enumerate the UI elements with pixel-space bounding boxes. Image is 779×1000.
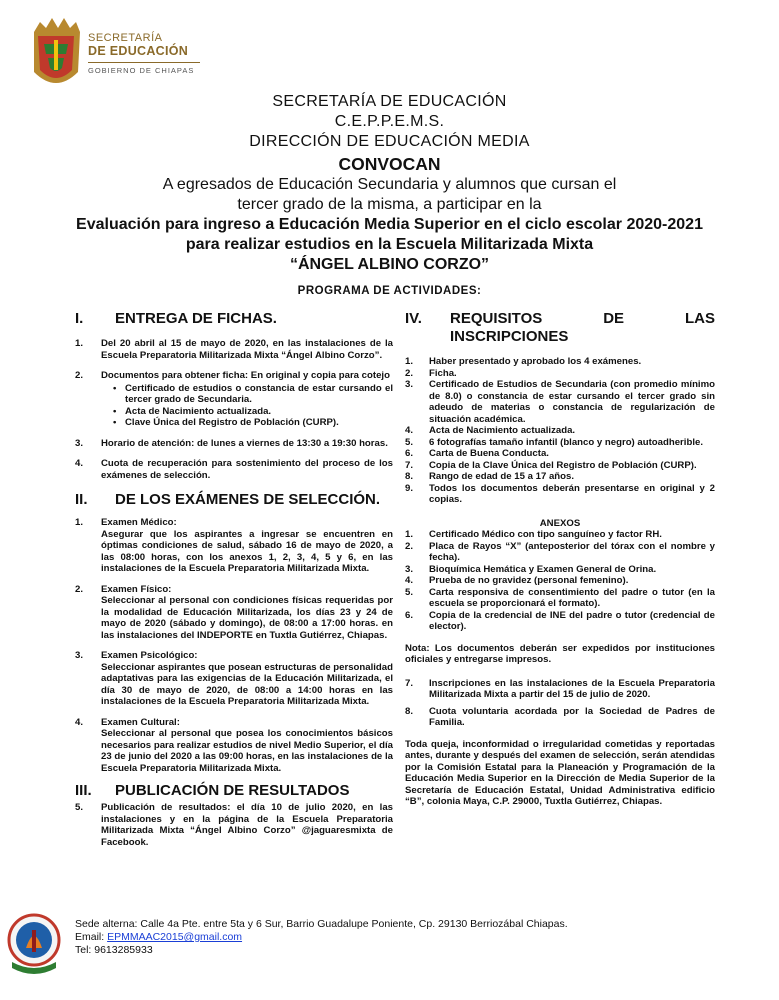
inscription-item: [405, 706, 715, 729]
left-column: [75, 310, 393, 848]
item-number: 2.: [75, 370, 84, 381]
item-text: Horario de atención: de lunes a viernes de 13:30 a 19:30 horas.: [101, 437, 388, 449]
header-line-3: DIRECCIÓN DE EDUCACIÓN MEDIA: [249, 133, 530, 150]
item-text: Documentos para obtener ficha: En original y copia para cotejo: [101, 370, 390, 381]
right-column: [405, 310, 715, 808]
item-text: Del 20 abril al 15 de mayo de 2020, en las instalaciones de la Escuela Preparatoria Militarizada Mixta “Ángel Albino Corzo”.: [101, 338, 393, 361]
item-text: Carta responsiva de consentimiento del padre o tutor (en la escuela se proporcionará el formato).: [429, 586, 715, 609]
item-text: Certificado de Estudios de Secundaria (con promedio mínimo de 8.0) o constancia de estar cursando el tercer grado sin adeudo de materias o constancia de regularización de situación académica.: [429, 379, 715, 425]
item-text: Certificado Médico con tipo sanguíneo y factor RH.: [429, 529, 662, 540]
requirement-item: [405, 379, 715, 425]
bullet-text: Certificado de estudios o constancia de estar cursando el tercer grado de Secundaria.: [125, 382, 393, 405]
bullet-item: [113, 406, 393, 418]
item-number: 8.: [405, 705, 414, 717]
item-text: Cuota de recuperación para sostenimiento del proceso de los exámenes de selección.: [101, 458, 393, 481]
inscription-item: [405, 678, 715, 701]
exam-label: Examen Médico:: [101, 517, 177, 528]
item-number: 4.: [405, 575, 414, 586]
anexo-item: [405, 610, 715, 633]
item-number: 4.: [75, 458, 84, 469]
exam-label: Examen Psicológico:: [101, 650, 198, 661]
document-bullets: [101, 383, 393, 429]
logo-line-3: GOBIERNO DE CHIAPAS: [88, 62, 200, 77]
item-number: 4.: [75, 716, 84, 728]
section-number: IV.: [405, 310, 422, 327]
requirement-item: [405, 471, 715, 483]
evaluation-line-1: Evaluación para ingreso a Educación Media Superior en el ciclo escolar 2020-2021: [76, 216, 703, 233]
footer-phone: Tel: 9613285933: [75, 944, 153, 956]
item-text: Bioquímica Hemática y Examen General de Orina.: [429, 563, 657, 575]
exam-label: Examen Cultural:: [101, 716, 180, 728]
requirement-item: [405, 368, 715, 380]
school-name: “ÁNGEL ALBINO CORZO”: [289, 256, 490, 273]
anexo-item: [405, 575, 715, 587]
nota-text: Nota: Los documentos deberán ser expedidos por instituciones oficiales y entregarse impresos.: [405, 642, 715, 665]
list-item: [75, 338, 393, 361]
section-title-word: LAS: [685, 310, 715, 327]
email-label: Email:: [75, 931, 108, 943]
requirement-item: [405, 448, 715, 460]
item-text: Copia de la credencial de INE del padre o tutor (credencial de elector).: [429, 609, 715, 632]
bullet-item: [113, 417, 393, 429]
item-number: 6.: [405, 448, 414, 459]
requirement-item: [405, 437, 715, 449]
anexos-list: [405, 529, 715, 633]
item-text: Carta de Buena Conducta.: [429, 448, 549, 459]
email-link[interactable]: EPMMAAC2015@gmail.com: [107, 931, 243, 943]
item-text: Ficha.: [429, 367, 457, 379]
bullet-text: Clave Única del Registro de Población (CURP).: [125, 417, 339, 428]
item-number: 2.: [75, 583, 84, 595]
item-number: 5.: [405, 586, 414, 598]
convocan-title: CONVOCAN: [338, 154, 441, 174]
intro-line-2: tercer grado de la misma, a participar en la: [237, 196, 542, 213]
item-number: 3.: [75, 650, 84, 661]
section-title-text: ENTREGA DE FICHAS.: [115, 310, 277, 327]
header-line-1: SECRETARÍA DE EDUCACIÓN: [272, 93, 507, 110]
footer-address: Sede alterna: Calle 4a Pte. entre 5ta y 6 Sur, Barrio Guadalupe Poniente, Cp. 29130 Berriozábal Chiapas.: [75, 918, 568, 930]
exam-item: [75, 517, 393, 575]
item-number: 3.: [75, 437, 84, 449]
section-title-text: DE LOS EXÁMENES DE SELECCIÓN.: [115, 491, 381, 508]
item-number: 7.: [405, 677, 414, 689]
item-number: 7.: [405, 459, 414, 471]
chiapas-shield-icon: [30, 14, 82, 92]
item-text: Copia de la Clave Única del Registro de Población (CURP).: [429, 459, 697, 471]
bullet-icon: •: [113, 382, 117, 394]
requirement-item: [405, 425, 715, 437]
document-header: [0, 92, 779, 297]
item-number: 4.: [405, 425, 414, 436]
bullet-item: [113, 383, 393, 406]
item-text: Haber presentado y aprobado los 4 exámenes.: [429, 356, 642, 367]
item-number: 1.: [405, 356, 414, 367]
section-title-word: INSCRIPCIONES: [450, 328, 569, 345]
section-3-title: [75, 782, 393, 800]
list-item: [75, 438, 393, 450]
anexo-item: [405, 564, 715, 576]
item-number: 5.: [405, 436, 414, 448]
school-emblem-icon: [6, 910, 62, 980]
section-number: II.: [75, 491, 88, 508]
item-text: Inscripciones en las instalaciones de la Escuela Preparatoria Militarizada Mixta a partir del 15 de julio de 2020.: [429, 677, 715, 700]
section-number: I.: [75, 310, 84, 327]
inscription-list: [405, 678, 715, 729]
section-4-title: [405, 310, 715, 346]
item-text: Rango de edad de 15 a 17 años.: [429, 471, 575, 482]
exam-text: Seleccionar aspirantes que posean estructuras de personalidad adaptativas para las exigencias de la Educación Militarizada, el día 30 de mayo de 2020, de 08:00 a 14:00 horas en las instalaciones de la Escuela Preparatoria Militarizada Mixta.: [101, 661, 393, 707]
item-number: 6.: [405, 609, 414, 621]
item-number: 1.: [75, 517, 84, 528]
exam-text: Asegurar que los aspirantes a ingresar se encuentren en óptimas condiciones de salud, sábado 16 de mayo de 2020, a las 08:00 horas, con los anexos 1, 2, 3, 4, 5 y 6, en las instalaciones de la Escuela Preparatoria Militarizada Mixta.: [101, 528, 393, 574]
item-number: 2.: [405, 367, 414, 379]
anexo-item: [405, 587, 715, 610]
requirement-item: [405, 356, 715, 368]
item-number: 9.: [405, 482, 414, 494]
list-item: [75, 458, 393, 481]
bullet-text: Acta de Nacimiento actualizada.: [125, 405, 272, 417]
exam-text: Seleccionar al personal que posea los conocimientos básicos necesarios para realizar estudios de nivel Medio Superior, el día 23 de junio del 2020 a las 09:00 horas, en las instalaciones de la Escuela Preparatoria Militarizada Mixta.: [101, 728, 393, 774]
item-number: 3.: [405, 379, 414, 390]
exam-item: [75, 584, 393, 642]
secretaria-logo: [30, 14, 230, 94]
exam-label: Examen Físico:: [101, 583, 172, 595]
item-number: 1.: [405, 529, 414, 540]
requirement-item: [405, 460, 715, 472]
section-number: III.: [75, 782, 92, 799]
evaluation-line-2: para realizar estudios en la Escuela Militarizada Mixta: [185, 236, 594, 253]
section-2-title: [75, 491, 393, 509]
item-text: Publicación de resultados: el día 10 de julio 2020, en las instalaciones y en la página de la Escuela Preparatoria Militarizada Mixta “Ángel Albino Corzo” @jaguaresmixta de Facebook.: [101, 802, 393, 848]
footer: [75, 918, 568, 957]
item-text: Prueba de no gravidez (personal femenino).: [429, 575, 629, 586]
item-number: 5.: [75, 802, 84, 813]
list-item: [75, 802, 393, 848]
item-text: Cuota voluntaria acordada por la Sociedad de Padres de Familia.: [429, 705, 715, 728]
item-number: 1.: [75, 338, 84, 349]
exam-text: Seleccionar al personal con condiciones físicas requeridas por la modalidad de Educación Militarizada, los días 23 y 24 de mayo de 2020 (sábado y domingo), de 08:00 a 17:00 horas. en las instalaciones del INDEPORTE en Tuxtla Gutiérrez, Chiapas.: [101, 595, 393, 641]
section-title-word: DE: [603, 310, 625, 327]
logo-line-1: SECRETARÍA: [88, 32, 163, 44]
bullet-icon: •: [113, 417, 117, 428]
section-1-title: [75, 310, 393, 328]
exam-item: [75, 650, 393, 708]
requirements-list: [405, 356, 715, 506]
requirement-item: [405, 483, 715, 506]
logo-line-2: DE EDUCACIÓN: [88, 44, 189, 58]
item-number: 3.: [405, 563, 414, 575]
list-item: [75, 370, 393, 429]
header-line-2: C.E.P.P.E.M.S.: [334, 113, 445, 130]
item-number: 8.: [405, 471, 414, 482]
item-text: Acta de Nacimiento actualizada.: [429, 425, 576, 436]
anexo-item: [405, 529, 715, 541]
programa-title: PROGRAMA DE ACTIVIDADES:: [297, 285, 482, 297]
item-text: Todos los documentos deberán presentarse en original y 2 copias.: [429, 482, 715, 505]
footer-email-row: [75, 931, 568, 944]
anexo-item: [405, 541, 715, 564]
anexos-title: ANEXOS: [539, 517, 581, 529]
item-text: Placa de Rayos “X” (anteposterior del tórax con el nombre y fecha).: [429, 540, 715, 563]
item-text: 6 fotografías tamaño infantil (blanco y negro) autoadherible.: [429, 436, 703, 448]
bullet-icon: •: [113, 405, 117, 417]
section-title-word: REQUISITOS: [450, 310, 543, 327]
item-number: 2.: [405, 540, 414, 552]
exam-item: [75, 717, 393, 775]
intro-line-1: A egresados de Educación Secundaria y alumnos que cursan el: [162, 176, 617, 193]
section-title-text: PUBLICACIÓN DE RESULTADOS: [115, 782, 350, 799]
complaints-text: Toda queja, inconformidad o irregularidad cometidas y reportadas antes, durante y después del examen de selección, serán atendidas por la Comisión Estatal para la Planeación y Programación de la Educación Media Superior en la Dirección de Media Superior de la Secretaría de Educación Estatal, Unidad Administrativa edificio “B”, colonia Maya, C.P. 29000, Tuxtla Gutiérrez, Chiapas.: [405, 738, 715, 807]
